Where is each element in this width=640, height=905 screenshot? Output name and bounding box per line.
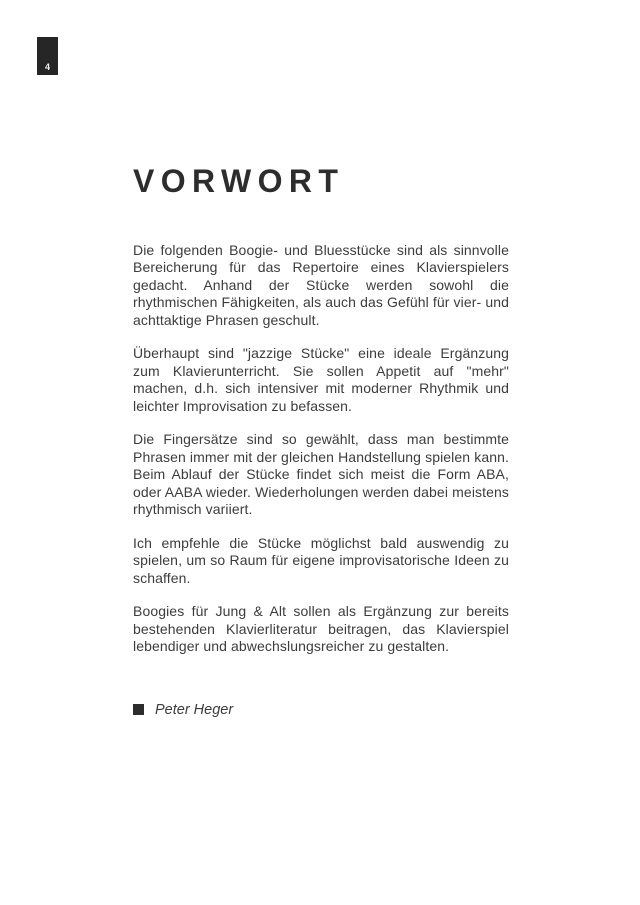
author-name: Peter Heger: [155, 701, 234, 718]
page-number-tab: [37, 37, 58, 75]
page-title: VORWORT: [133, 163, 345, 199]
author-signature: [133, 702, 509, 718]
paragraph-2: Überhaupt sind "jazzige Stücke" eine ideale Ergänzung zum Klavierunterricht. Sie sollen Appetit auf "mehr" machen, d.h. sich intensiver mit moderner Rhythmik und leichter Improvisation zu befassen.: [133, 345, 509, 414]
paragraph-1: Die folgenden Boogie- und Bluesstücke sind als sinnvolle Bereicherung für das Repertoire eines Klavierspielers gedacht. Anhand der Stücke werden sowohl die rhythmischen Fähigkeiten, als auch das Gefühl für vier- und achttaktige Phrasen geschult.: [133, 241, 509, 328]
paragraph-4: Ich empfehle die Stücke möglichst bald auswendig zu spielen, um so Raum für eigene improvisatorische Ideen zu schaffen.: [133, 534, 509, 586]
paragraph-5: Boogies für Jung & Alt sollen als Ergänzung zur bereits bestehenden Klavierliteratur beitragen, das Klavierspiel lebendiger und abwechslungsreicher zu gestalten.: [133, 603, 509, 655]
square-bullet-icon: [133, 704, 144, 715]
page-number: 4: [44, 62, 50, 72]
paragraph-3: Die Fingersätze sind so gewählt, dass man bestimmte Phrasen immer mit der gleichen Handstellung spielen kann. Beim Ablauf der Stücke findet sich meist die Form ABA, oder AABA wieder. Wiederholungen werden dabei meistens rhythmisch variiert.: [133, 431, 509, 518]
page-content: [133, 0, 509, 718]
